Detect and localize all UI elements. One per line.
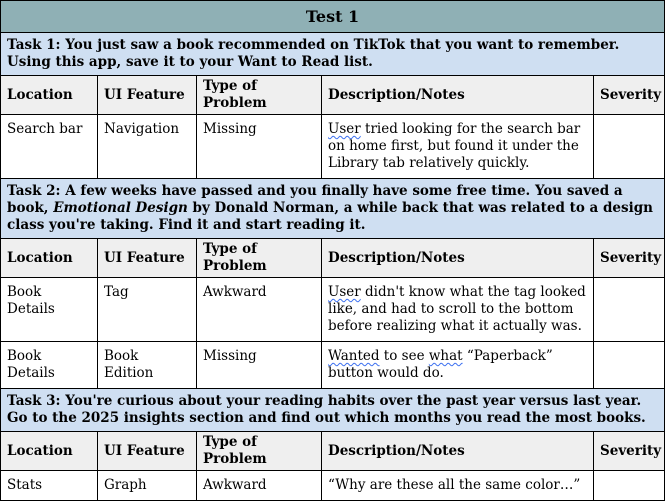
cell-problem-type: Awkward	[197, 471, 322, 501]
table-row	[1, 342, 665, 389]
cell-ui-feature: Navigation	[98, 115, 197, 179]
task-2-text-after: by Donald Norman, a while back that was related to a design class you're taking. Find it and start reading it.	[7, 200, 653, 233]
cell-notes	[322, 278, 594, 342]
notes-spellcheck-word: Wanted	[328, 348, 380, 364]
notes-spellcheck-word: User	[328, 284, 361, 300]
column-header-location: Location	[1, 239, 98, 278]
column-header-row	[1, 76, 665, 115]
task-2-row	[1, 179, 665, 239]
column-header-problem-type: Type of Problem	[197, 76, 322, 115]
task-2-text-before: Task 2: A few weeks have passed and you finally have some free time. You saved a book,	[7, 183, 623, 216]
column-header-row	[1, 239, 665, 278]
table-row	[1, 471, 665, 501]
cell-problem-type: Missing	[197, 342, 322, 389]
column-header-notes: Description/Notes	[322, 432, 594, 471]
task-3-row	[1, 389, 665, 432]
column-header-problem-type: Type of Problem	[197, 432, 322, 471]
column-header-ui-feature: UI Feature	[98, 239, 197, 278]
notes-text: tried looking for the search bar on home first, but found it under the Library tab relatively quickly.	[328, 121, 581, 171]
task-2-description	[1, 179, 665, 239]
cell-ui-feature: Graph	[98, 471, 197, 501]
notes-spellcheck-word: what	[428, 348, 463, 364]
table-title: Test 1	[1, 1, 665, 33]
cell-severity	[594, 471, 665, 501]
column-header-ui-feature: UI Feature	[98, 76, 197, 115]
cell-severity	[594, 278, 665, 342]
title-row	[1, 1, 665, 33]
table-row	[1, 115, 665, 179]
column-header-notes: Description/Notes	[322, 239, 594, 278]
cell-location: Search bar	[1, 115, 98, 179]
cell-ui-feature: Tag	[98, 278, 197, 342]
column-header-severity: Severity	[594, 239, 665, 278]
cell-location: Stats	[1, 471, 98, 501]
cell-notes	[322, 342, 594, 389]
task-2-book-title: Emotional Design	[53, 200, 188, 216]
task-3-description: Task 3: You're curious about your reading habits over the past year versus last year. Go to the 2025 insights section and find out which months you read the most books.	[1, 389, 665, 432]
column-header-severity: Severity	[594, 76, 665, 115]
column-header-row	[1, 432, 665, 471]
cell-problem-type: Missing	[197, 115, 322, 179]
cell-location: Book Details	[1, 278, 98, 342]
cell-problem-type: Awkward	[197, 278, 322, 342]
cell-severity	[594, 342, 665, 389]
cell-notes: “Why are these all the same color…”	[322, 471, 594, 501]
table-row	[1, 278, 665, 342]
column-header-severity: Severity	[594, 432, 665, 471]
task-1-row	[1, 33, 665, 76]
column-header-notes: Description/Notes	[322, 76, 594, 115]
column-header-location: Location	[1, 76, 98, 115]
column-header-location: Location	[1, 432, 98, 471]
notes-text: didn't know what the tag looked like, and had to scroll to the bottom before realizing what it actually was.	[328, 284, 586, 334]
column-header-ui-feature: UI Feature	[98, 432, 197, 471]
cell-severity	[594, 115, 665, 179]
column-header-problem-type: Type of Problem	[197, 239, 322, 278]
notes-text: “Paperback” button would do.	[328, 348, 553, 381]
notes-text: to see	[379, 348, 429, 364]
cell-notes	[322, 115, 594, 179]
cell-location: Book Details	[1, 342, 98, 389]
task-1-description: Task 1: You just saw a book recommended on TikTok that you want to remember. Using this app, save it to your Want to Read list.	[1, 33, 665, 76]
cell-ui-feature: Book Edition	[98, 342, 197, 389]
notes-spellcheck-word: User	[328, 121, 361, 137]
